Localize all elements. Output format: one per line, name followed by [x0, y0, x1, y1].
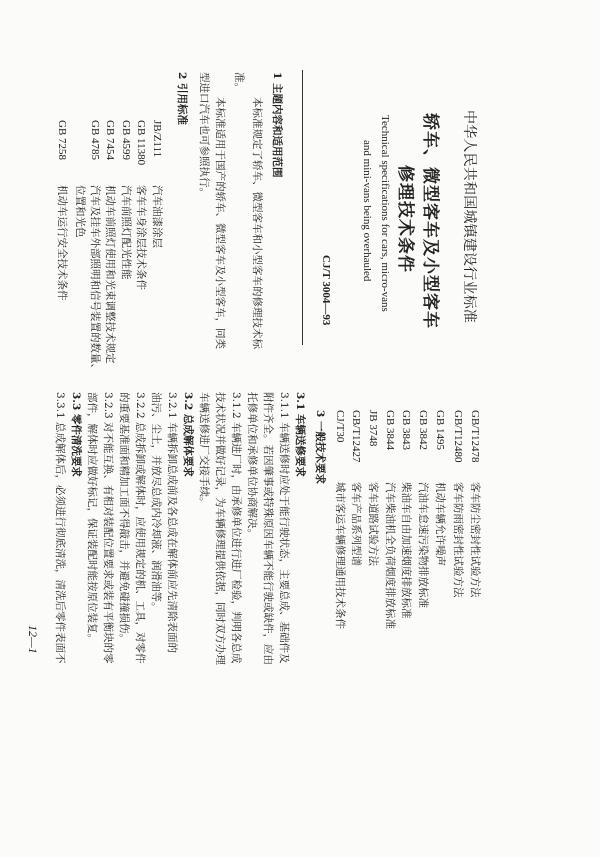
paragraph-line: 附件齐全。若因肇事或特殊原因车辆不能行驶或缺件，应由	[262, 392, 274, 665]
paragraph-line: 的重要基准面和精加工面不得敲击，并避免碰撞损伤。	[118, 392, 130, 644]
ref-name: 机动车前照灯使用和光束调整技术规定	[104, 185, 116, 364]
ref-name: 客车车身涂层技术条件	[135, 185, 147, 290]
paragraph-line: 油污、尘土，并放尽总成内冷却液、润滑油等。	[150, 392, 162, 613]
ref-name: 汽车前照灯配光性能	[120, 185, 132, 280]
ref-code: GB 11380	[135, 120, 147, 166]
ref-name: 柴油车自由加速烟度排放标准	[400, 482, 412, 619]
section3-heading: 3 一般技术要求	[314, 410, 326, 484]
ref-name: 城市客运车辆修理通用技术条件	[334, 482, 346, 629]
doc-title-line2: 修理技术条件	[395, 165, 415, 273]
ref-code: GB/T12480	[452, 410, 464, 463]
english-title-line2: and mini-vans being overhauled	[361, 140, 373, 282]
paragraph-line: 3.2.1 车辆拆卸总成前及各总成在解体前应先清除表面的	[166, 392, 178, 654]
ref-name: 机动车辆允许噪声	[434, 482, 446, 566]
ref-code: GB/T12427	[350, 410, 362, 463]
paragraph-line: 车辆送修进厂交接手续。	[198, 392, 210, 508]
ref-name: 汽油车怠速污染物排放标准	[417, 482, 429, 608]
english-title-line1: Technical specifications for cars, micro-vans	[379, 115, 391, 312]
subsection-heading: 3.3 零件清洗要求	[70, 392, 82, 477]
ref-name: 客车防尘密封性试验方法	[469, 482, 481, 598]
ref-name: 位置和光色	[74, 185, 86, 238]
paragraph-line: 3.3.1 总成解体后，必须进行彻底清洗，清洗后零件表面不	[54, 392, 66, 664]
paragraph-line: 本标准适用于国产的轿车、微型客车及小型客车，同类	[214, 97, 226, 349]
ref-code: GB/T12478	[469, 410, 481, 463]
paragraph-line: 技术状况并做好记录，为车辆修理提供依据，同时双方办理	[214, 392, 226, 665]
section2-heading: 2 引用标准	[176, 72, 188, 125]
paragraph-line: 3.1.1 车辆送修时应处于能行驶状态，主要总成、基础件及	[278, 392, 290, 664]
ref-name: 机动车运行安全技术条件	[56, 185, 68, 301]
ref-code: GB 7258	[56, 120, 68, 161]
section1-heading: 1 主题内容和适用范围	[271, 72, 283, 178]
header-divider	[302, 70, 303, 345]
ref-code: CJ/T30	[334, 410, 346, 443]
paragraph-line: 本标准规定了轿车、微型客车和小型客车的修理技术标	[251, 97, 263, 349]
org-title: 中华人民共和国城镇建设行业标准	[461, 110, 477, 323]
paragraph-line: 准。	[233, 72, 245, 93]
ref-name: 客车防雨密封性试验方法	[452, 482, 464, 598]
paragraph-line: 托修单位和承修单位协商解决。	[246, 392, 258, 539]
ref-code: JB/Z111	[151, 120, 163, 158]
paragraph-line: 型进口汽车也可参照执行。	[198, 72, 210, 198]
paragraph-line: 3.1.2 车辆进厂时，由承修单位进行进厂检验，判明各总成	[230, 392, 242, 664]
subsection-heading: 3.1 车辆送修要求	[294, 392, 306, 477]
ref-code: GB 1495	[434, 410, 446, 451]
ref-code: GB 4785	[89, 120, 101, 161]
paragraph-line: 部件，解体时应做好标记，保证装配时能按原位装复。	[86, 392, 98, 644]
standard-code: CJ/T 3004—93	[320, 255, 332, 326]
paragraph-line: 3.2.3 对不能互换、有相对装配位置要求或装有平衡块的零	[102, 392, 114, 664]
paragraph-line: 3.2.2 总成拆卸或解体时，应使用规定的机、工具，对零件	[134, 392, 146, 664]
ref-name: 客车产品系列型谱	[350, 482, 362, 566]
page-number: 12—1	[26, 625, 40, 654]
ref-code: GB 7454	[104, 120, 116, 161]
ref-name: 汽车及挂车外部照明和信号装置的数量、	[89, 185, 101, 374]
ref-code: GB 3842	[417, 410, 429, 451]
subsection-heading: 3.2 总成解体要求	[182, 392, 194, 477]
doc-title-line1: 轿车、微型客车及小型客车	[420, 113, 440, 329]
ref-name: 汽车油漆涂层	[151, 185, 163, 248]
ref-code: GB 4599	[120, 120, 132, 161]
ref-code: JB 3748	[367, 410, 379, 447]
ref-name: 汽车柴油机全负荷烟度排放标准	[384, 482, 396, 629]
ref-code: GB 3844	[384, 410, 396, 451]
ref-name: 客车道路试验方法	[367, 482, 379, 566]
ref-code: GB 3843	[400, 410, 412, 451]
